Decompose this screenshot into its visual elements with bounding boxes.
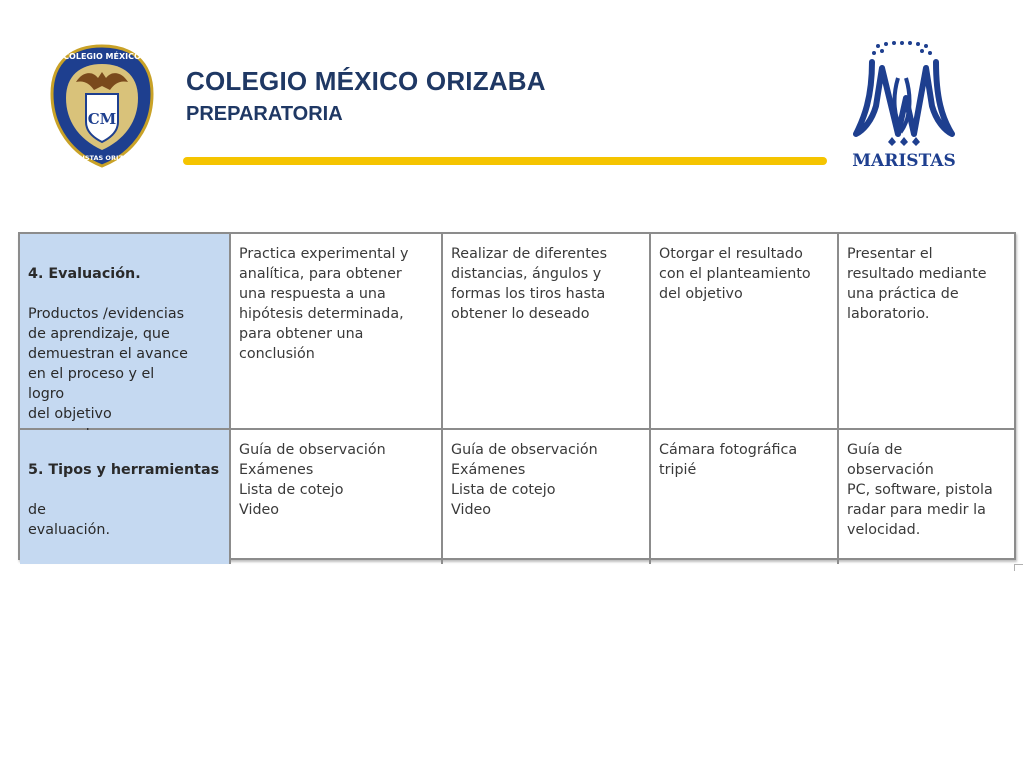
table-cell: Guía de observación Exámenes Lista de cotejo Video — [231, 430, 443, 564]
row-evaluacion-description: Productos /evidencias de aprendizaje, que demuestran el avance en el proceso y el logro del objetivo — [28, 306, 188, 422]
header-title-block — [186, 66, 546, 126]
row-evaluacion-heading — [20, 234, 231, 430]
row-herramientas-heading — [20, 430, 231, 564]
header-divider — [183, 157, 827, 165]
table-cell: Cámara fotográfica tripié — [651, 430, 839, 564]
row-herramientas-description: de evaluación. — [28, 502, 110, 538]
school-name: COLEGIO MÉXICO ORIZABA — [186, 66, 546, 96]
marist-logo — [842, 38, 966, 174]
table-cell: Guía de observación Exámenes Lista de cotejo Video — [443, 430, 651, 564]
table-cell: Realizar de diferentes distancias, ángulos y formas los tiros hasta obtener lo deseado — [443, 234, 651, 430]
marist-wordmark: MARISTAS — [852, 151, 956, 171]
school-crest-logo — [46, 42, 158, 170]
crest-arc-top: COLEGIO MÉXICO — [63, 52, 141, 61]
crest-monogram: CM — [87, 110, 117, 128]
crest-arc-bottom: MARISTAS ORIZABA — [65, 154, 139, 162]
evaluation-table — [18, 232, 1016, 560]
row-herramientas-title: 5. Tipos y herramientas — [28, 462, 220, 478]
table-cell: Practica experimental y analítica, para obtener una respuesta a una hipótesis determinada, para obtener una conclusión — [231, 234, 443, 430]
row-evaluacion-title: 4. Evaluación. — [28, 266, 141, 282]
table-cell: Guía de observación PC, software, pistola radar para medir la velocidad. — [847, 442, 993, 538]
school-level: PREPARATORIA — [186, 103, 343, 125]
table-cell: Presentar el resultado mediante una práctica de laboratorio. — [839, 234, 1014, 430]
page-corner-mark — [1014, 564, 1023, 571]
table-cell: Otorgar el resultado con el planteamiento del objetivo — [651, 234, 839, 430]
